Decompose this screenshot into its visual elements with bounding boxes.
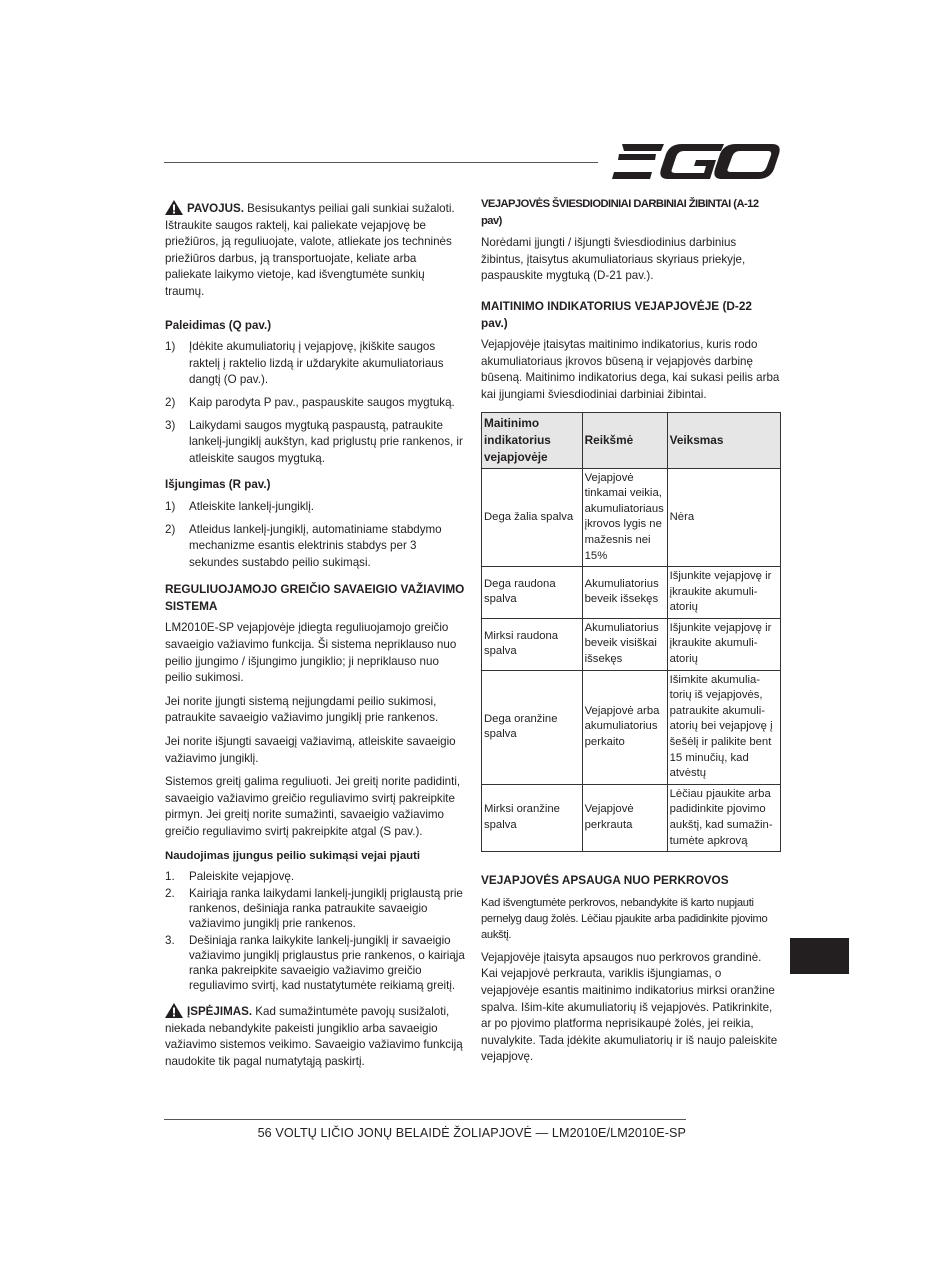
table-header: Veiksmas: [667, 412, 780, 468]
table-cell: Dega raudona spalva: [482, 567, 583, 619]
table-cell: Vejapjovė perkrauta: [582, 784, 667, 851]
danger-text: Besisukantys peiliai gali sunkiai sužaloti. Ištraukite saugos raktelį, kai paliekate vejapjovę be priežiūros, ją reguliuojate, valote, atliekate jos techninės priežiūros darbus, ją transportuojate, keliate arba paliekate laikymo vietoje, kad išvengtumėte sunkių traumų.: [165, 202, 455, 298]
table-row: [482, 670, 781, 784]
table-row: [482, 618, 781, 670]
list-item: 3) Laikydami saugos mygtuką paspaustą, patraukite lankelį-jungiklį aukštyn, kad priglustų prie rankenos, ir atleiskite saugos mygtuką.: [165, 418, 463, 465]
warning-triangle-icon: [165, 200, 183, 215]
table-cell: Išjunkite vejapjovę ir įkraukite akumuli-atorių: [667, 567, 780, 619]
table-header: Reikšmė: [582, 412, 667, 468]
table-cell: Mirksi oranžine spalva: [482, 784, 583, 851]
table-cell: Mirksi raudona spalva: [482, 618, 583, 670]
overload-heading: VEJAPJOVĖS APSAUGA NUO PERKROVOS: [481, 873, 729, 888]
table-header-row: [482, 412, 781, 468]
left-column: [165, 200, 465, 1078]
start-heading: Paleidimas (Q pav.): [165, 318, 272, 332]
table-row: [482, 567, 781, 619]
start-steps: [165, 339, 465, 467]
warning-triangle-icon: [165, 1003, 183, 1018]
paragraph: Sistemos greitį galima reguliuoti. Jei greitį norite padidinti, savaeigio važiavimo greičio reguliavimo svirtį pakreipkite pirmyn. Jei greitį norite sumažinti, savaeigio važiavimo greičio reguliavimo svirtį pakreipkite atgal (S pav.).: [165, 775, 461, 838]
table-cell: Išimkite akumulia-torių iš vejapjovės, patraukite akumuli-atorių bei vejapjovę į šešėlį ir palikite bent 15 minučių, kad atvėstų: [667, 670, 780, 784]
indicator-heading: MAITINIMO INDIKATORIUS VEJAPJOVĖJE (D-22 pav.): [481, 298, 752, 330]
warning-notice: [165, 1003, 465, 1070]
danger-notice: [165, 200, 465, 301]
paragraph: Norėdami įjungti / išjungti šviesdiodinius darbinius žibintus, įtaisytus akumuliatoriaus skyriaus priekyje, paspauskite mygtuką (D-21 pav.).: [481, 236, 746, 283]
list-item: 1) Įdėkite akumuliatorių į vejapjovę, įkiškite saugos raktelį į raktelio lizdą ir uždarykite akumuliatoriaus dangtį (O pav.).: [165, 340, 444, 387]
usage-steps: [165, 869, 465, 993]
table-cell: Išjunkite vejapjovę ir įkraukite akumuli-atorių: [667, 618, 780, 670]
table-cell: Akumuliatorius beveik išsekęs: [582, 567, 667, 619]
stop-heading: Išjungimas (R pav.): [165, 478, 271, 492]
paragraph: LM2010E-SP vejapjovėje įdiegta reguliuojamojo greičio savaeigio važiavimo funkcija. Ši sistema nepriklauso nuo peilio įjungimo / išjungimo jungiklio; ji nepriklauso nuo peilio sukimosi.: [165, 621, 457, 685]
self-propel-heading: REGULIUOJAMOJO GREIČIO SAVAEIGIO VAŽIAVIMO SISTEMA: [165, 582, 465, 613]
warning-text: Kad sumažintumėte pavojų susižaloti, niekada nebandykite pakeisti jungiklio arba savaeigio važiavimo sistemos veikimo. Savaeigio važiavimo funkciją naudokite tik pagal numatytąją paskirtį.: [165, 1005, 463, 1068]
ego-logo: [612, 142, 780, 182]
table-cell: Dega oranžine spalva: [482, 670, 583, 784]
usage-subheading: Naudojimas įjungus peilio sukimąsi vejai pjauti: [165, 849, 421, 862]
danger-label: PAVOJUS.: [187, 202, 244, 215]
table-cell: Lėčiau pjaukite arba padidinkite pjovimo aukštį, kad sumažin-tumėte apkrovą: [667, 784, 780, 851]
list-item: 1. Paleiskite vejapjovę.: [165, 870, 295, 884]
footer-rule: [164, 1119, 686, 1120]
led-heading: VEJAPJOVĖS ŠVIESDIODINIAI DARBINIAI ŽIBINTAI (A-12 pav): [481, 198, 759, 227]
header-rule: [164, 162, 598, 163]
list-item: 2. Kairiąja ranka laikydami lankelį-jungiklį priglaustą prie rankenos, dešiniąja ranka patraukite savaeigio važiavimo jungiklį prie rankenos.: [165, 887, 463, 931]
warning-label: ĮSPĖJIMAS.: [187, 1005, 253, 1019]
paragraph: Jei norite įjungti sistemą neįjungdami peilio sukimosi, patraukite savaeigio važiavimo jungiklį prie rankenos.: [165, 694, 439, 725]
section-tab-marker: [790, 938, 849, 974]
table-header: Maitinimo indikatorius vejapjovėje: [482, 412, 583, 468]
table-row: [482, 784, 781, 851]
stop-steps: [165, 499, 465, 571]
paragraph: Vejapjovėje įtaisyta apsaugos nuo perkrovos grandinė. Kai vejapjovė perkrauta, variklis išjungiamas, o vejapjovėje esantis maitinimo indikatorius mirksi oranžine spalva. Išim-kite akumuliatorių iš vejapjovės. Patikrinkite, ar po pjovimo platforma neprisikaupė žolės, jei reikia, nuvalykite. Tada įdėkite akumuliatorių ir iš naujo paleiskite vejapjovę.: [481, 950, 778, 1064]
list-item: 3. Dešiniąja ranka laikykite lankelį-jungiklį ir savaeigio važiavimo jungiklį priglaustus prie rankenos, o kairiąja ranka pakreipkite savaeigio važiavimo greičio reguliavimo svirtį, kad nustatytumėte reikiamą greitį.: [165, 934, 465, 993]
list-item: 2) Kaip parodyta P pav., paspauskite saugos mygtuką.: [165, 395, 455, 409]
table-cell: Vejapjovė arba akumuliatorius perkaito: [582, 670, 667, 784]
table-cell: Akumuliatorius beveik visiškai išsekęs: [582, 618, 667, 670]
table-row: [482, 468, 781, 567]
table-cell: Vejapjovė tinkamai veikia, akumuliatoriaus įkrovos lygis ne mažesnis nei 15%: [582, 468, 667, 567]
right-column: [481, 196, 781, 1073]
list-item: 2) Atleidus lankelį-jungiklį, automatiniame stabdymo mechanizme esantis elektrinis stabdys per 3 sekundes sustabdo peilio sukimąsi.: [165, 522, 442, 569]
table-cell: Nėra: [667, 468, 780, 567]
list-item: 1) Atleiskite lankelį-jungiklį.: [165, 499, 315, 513]
paragraph: Jei norite išjungti savaeigį važiavimą, atleiskite savaeigio važiavimo jungiklį.: [165, 735, 456, 765]
paragraph: Vejapjovėje įtaisytas maitinimo indikatorius, kuris rodo akumuliatoriaus įkrovos būseną ir vejapjovės darbinę būseną. Maitinimo indikatorius dega, kai sukasi peilis arba kai įjungiami šviesdiodiniai darbiniai žibintai.: [481, 338, 780, 401]
page-footer: 56 VOLTŲ LIČIO JONŲ BELAIDĖ ŽOLIAPJOVĖ — LM2010E/LM2010E-SP: [257, 1126, 686, 1140]
indicator-table: [481, 412, 781, 853]
table-cell: Dega žalia spalva: [482, 468, 583, 567]
paragraph: Kad išvengtumėte perkrovos, nebandykite iš karto nupjauti pernelyg daug žolės. Lėčiau pjaukite arba padidinkite pjovimo aukštį.: [481, 896, 768, 941]
